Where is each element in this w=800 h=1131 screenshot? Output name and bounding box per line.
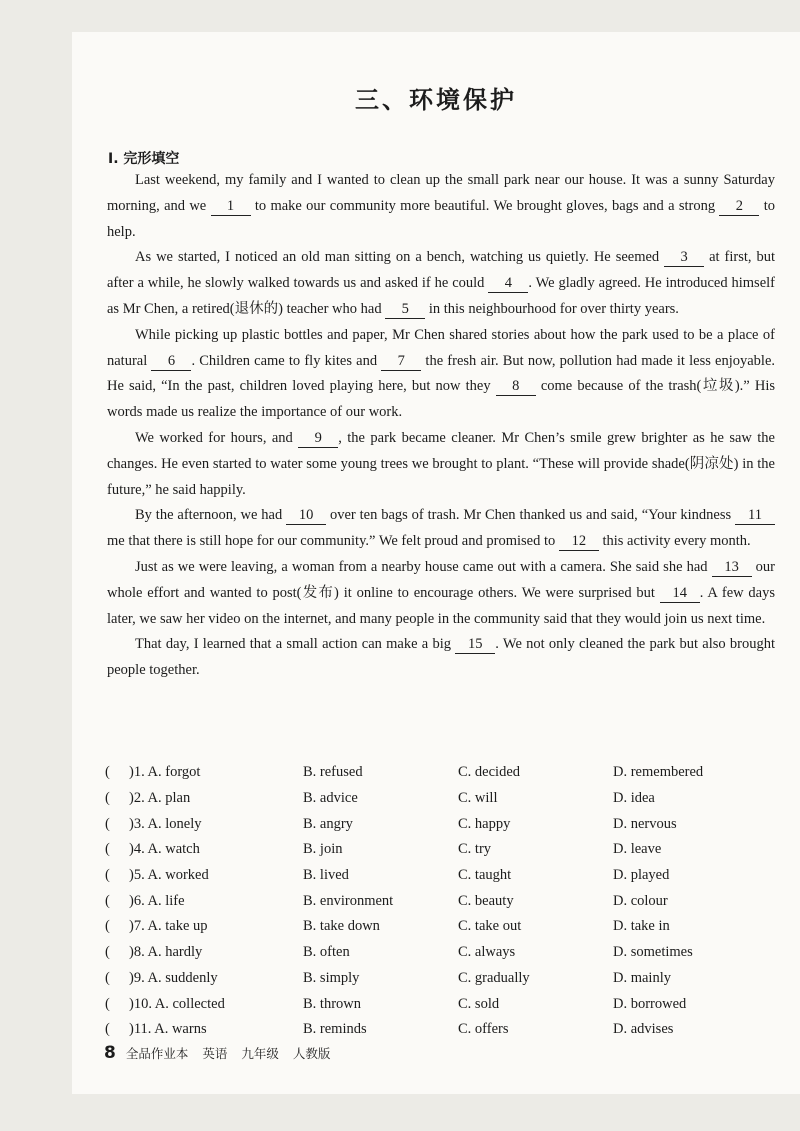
question-row: [105, 837, 785, 863]
option-c: C. happy: [458, 815, 511, 832]
question-row: [105, 888, 785, 914]
page-title: 三、环境保护: [355, 86, 517, 114]
question-number: [105, 996, 303, 1013]
option-d: D. idea: [613, 790, 655, 807]
blank-14[interactable]: 14: [660, 585, 700, 603]
question-row: [105, 966, 785, 992]
answer-paren[interactable]: (: [105, 764, 110, 781]
blank-1[interactable]: 1: [211, 198, 251, 216]
answer-paren[interactable]: (: [105, 892, 110, 909]
option-c: C. beauty: [458, 892, 514, 909]
answer-paren[interactable]: (: [105, 995, 110, 1012]
option-c: C. sold: [458, 995, 500, 1012]
option-d: D. remembered: [613, 764, 704, 781]
question-row: [105, 940, 785, 966]
question-number: [105, 944, 303, 961]
option-a: )11. A. warns: [129, 1021, 207, 1038]
blank-5[interactable]: 5: [385, 301, 425, 319]
section-heading: Ⅰ. 完形填空: [108, 151, 180, 167]
question-row: [105, 914, 785, 940]
option-d: D. nervous: [613, 815, 677, 832]
option-c: C. offers: [458, 1021, 509, 1038]
paragraph: We worked for hours, and 9 , the park became cleaner. Mr Chen’s smile grew brighter as he saw the changes. He even started to water some young trees we brought to plant. “These will provide shade(阴凉处) in the future,” he said happily.: [107, 429, 775, 498]
edition: 人教版: [292, 1046, 331, 1061]
blank-15[interactable]: 15: [455, 636, 495, 654]
question-number: [105, 918, 303, 935]
option-a: )2. A. plan: [129, 790, 191, 807]
paragraph: As we started, I noticed an old man sitting on a bench, watching us quietly. He seemed 3 at first, but after a while, he slowly walked towards us and asked if he could 4 . We gladly agreed. He introduced himself as Mr Chen, a retired(退休的) teacher who had 5 in this neighbourhood for over thirty years.: [107, 249, 775, 317]
option-b: B. often: [303, 944, 350, 961]
option-c: C. taught: [458, 867, 512, 884]
option-a: )3. A. lonely: [129, 815, 202, 832]
question-number: [105, 1021, 303, 1038]
option-d: D. played: [613, 867, 670, 884]
option-c: C. try: [458, 841, 492, 858]
option-d: D. colour: [613, 892, 668, 909]
page-number: 8: [104, 1043, 116, 1063]
question-number: [105, 893, 303, 910]
option-c: C. will: [458, 790, 498, 807]
option-a: )6. A. life: [129, 892, 185, 909]
answer-paren[interactable]: (: [105, 1021, 110, 1038]
option-c: C. decided: [458, 764, 521, 781]
question-number: [105, 841, 303, 858]
question-row: [105, 863, 785, 889]
option-a: )1. A. forgot: [129, 764, 201, 781]
option-b: B. join: [303, 841, 343, 858]
option-b: B. environment: [303, 892, 394, 909]
option-b: B. refused: [303, 764, 363, 781]
answer-paren[interactable]: (: [105, 944, 110, 961]
option-d: D. take in: [613, 918, 670, 935]
option-b: B. advice: [303, 790, 358, 807]
question-row: [105, 811, 785, 837]
option-d: D. mainly: [613, 969, 671, 986]
blank-13[interactable]: 13: [712, 559, 752, 577]
question-row: [105, 760, 785, 786]
question-number: [105, 867, 303, 884]
blank-12[interactable]: 12: [559, 533, 599, 551]
paragraph: While picking up plastic bottles and paper, Mr Chen shared stories about how the park used to be a place of natural 6 . Children came to fly kites and 7 the fresh air. But now, pollution had made it less enjoyable. He said, “In the past, children loved playing here, but now they 8 come because of the trash(垃圾).” His words made us realize the importance of our work.: [107, 326, 776, 421]
option-c: C. take out: [458, 918, 522, 935]
option-d: D. advises: [613, 1021, 674, 1038]
subject: 英语: [202, 1046, 228, 1061]
option-a: )4. A. watch: [129, 841, 200, 858]
blank-11[interactable]: 11: [735, 507, 775, 525]
option-c: C. always: [458, 944, 516, 961]
blank-4[interactable]: 4: [488, 275, 528, 293]
option-a: )5. A. worked: [129, 867, 209, 884]
option-a: )7. A. take up: [129, 918, 208, 935]
option-a: )8. A. hardly: [129, 944, 203, 961]
answer-paren[interactable]: (: [105, 969, 110, 986]
question-number: [105, 790, 303, 807]
question-number: [105, 970, 303, 987]
blank-8[interactable]: 8: [496, 378, 536, 396]
book-name: 全品作业本: [125, 1046, 189, 1061]
answer-paren[interactable]: (: [105, 790, 110, 807]
question-number: [105, 764, 303, 781]
option-c: C. gradually: [458, 969, 530, 986]
option-b: B. angry: [303, 815, 353, 832]
option-b: B. simply: [303, 969, 360, 986]
option-b: B. take down: [303, 918, 380, 935]
blank-2[interactable]: 2: [719, 198, 759, 216]
question-row: [105, 991, 785, 1017]
paragraph: Just as we were leaving, a woman from a nearby house came out with a camera. She said she had 13 our whole effort and wanted to post(发布) it online to encourage others. We were surprised but 14 . A few days later, we saw her video on the internet, and many people in the community said that they would join us next time.: [107, 558, 776, 627]
question-row: [105, 786, 785, 812]
answer-paren[interactable]: (: [105, 841, 110, 858]
option-a: )10. A. collected: [129, 995, 225, 1012]
blank-7[interactable]: 7: [381, 353, 421, 371]
question-number: [105, 816, 303, 833]
blank-6[interactable]: 6: [151, 353, 191, 371]
option-d: D. sometimes: [613, 944, 693, 961]
option-a: )9. A. suddenly: [129, 969, 218, 986]
answer-paren[interactable]: (: [105, 815, 110, 832]
option-b: B. thrown: [303, 995, 361, 1012]
cloze-passage: [107, 168, 775, 684]
question-row: [105, 1017, 785, 1043]
blank-9[interactable]: 9: [298, 430, 338, 448]
page-footer: [104, 1043, 344, 1063]
paragraph: That day, I learned that a small action can make a big 15 . We not only cleaned the park but also brought people together.: [107, 636, 775, 679]
option-b: B. reminds: [303, 1021, 367, 1038]
answer-options: [105, 760, 785, 1043]
grade: 九年级: [241, 1046, 279, 1061]
blank-3[interactable]: 3: [664, 249, 704, 267]
answer-paren[interactable]: (: [105, 867, 110, 884]
blank-10[interactable]: 10: [286, 507, 326, 525]
answer-paren[interactable]: (: [105, 918, 110, 935]
paragraph: Last weekend, my family and I wanted to clean up the small park near our house. It was a sunny Saturday morning, and we 1 to make our community more beautiful. We brought gloves, bags and a strong 2 to help.: [107, 172, 776, 240]
option-b: B. lived: [303, 867, 349, 884]
option-d: D. borrowed: [613, 995, 687, 1012]
paragraph: By the afternoon, we had 10 over ten bags of trash. Mr Chen thanked us and said, “Your kindness 11 me that there is still hope for our community.” We felt proud and promised to 12 this activity every month.: [107, 503, 775, 555]
option-d: D. leave: [613, 841, 662, 858]
